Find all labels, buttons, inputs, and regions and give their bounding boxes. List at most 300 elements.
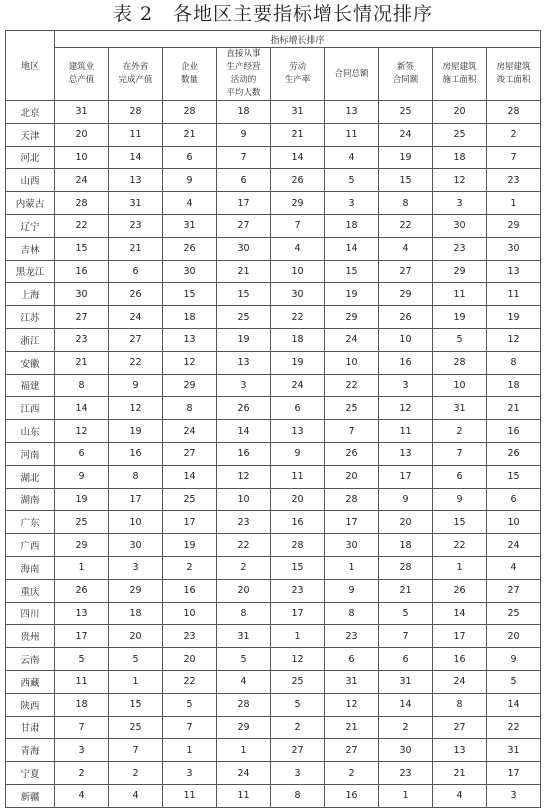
rank-cell: 10 xyxy=(271,260,325,283)
table-row xyxy=(6,648,541,671)
table-row xyxy=(6,442,541,465)
column-header-line: 在外省 xyxy=(122,62,149,72)
rank-cell: 13 xyxy=(271,420,325,443)
rank-cell: 21 xyxy=(433,762,487,785)
rank-cell: 12 xyxy=(55,420,109,443)
rank-cell: 21 xyxy=(487,397,541,420)
column-header-line: 施工面积 xyxy=(442,75,477,85)
table-row xyxy=(6,420,541,443)
rank-cell: 12 xyxy=(487,328,541,351)
rank-cell: 22 xyxy=(217,534,271,557)
rank-cell: 28 xyxy=(433,351,487,374)
rank-cell: 23 xyxy=(217,511,271,534)
table-row xyxy=(6,511,541,534)
rank-cell: 27 xyxy=(325,739,379,762)
rank-cell: 15 xyxy=(109,693,163,716)
column-header xyxy=(55,48,109,101)
rank-cell: 25 xyxy=(109,716,163,739)
rank-cell: 26 xyxy=(379,306,433,329)
rank-cell: 25 xyxy=(55,511,109,534)
rank-cell: 8 xyxy=(325,602,379,625)
rank-cell: 29 xyxy=(163,374,217,397)
rank-cell: 7 xyxy=(109,739,163,762)
rank-cell: 7 xyxy=(55,716,109,739)
rank-cell: 24 xyxy=(271,374,325,397)
rank-cell: 13 xyxy=(487,260,541,283)
column-header-line: 活动的 xyxy=(230,75,257,85)
rank-cell: 16 xyxy=(379,351,433,374)
rank-cell: 12 xyxy=(217,465,271,488)
column-header-line: 竣工面积 xyxy=(496,75,531,85)
table-row xyxy=(6,670,541,693)
rank-cell: 2 xyxy=(379,716,433,739)
rank-cell: 9 xyxy=(325,579,379,602)
rank-cell: 24 xyxy=(55,169,109,192)
rank-cell: 17 xyxy=(55,625,109,648)
rank-cell: 12 xyxy=(433,169,487,192)
rank-cell: 18 xyxy=(163,306,217,329)
rank-cell: 31 xyxy=(433,397,487,420)
region-cell: 上海 xyxy=(6,283,55,306)
rank-cell: 27 xyxy=(433,716,487,739)
rank-cell: 8 xyxy=(487,351,541,374)
region-cell: 湖北 xyxy=(6,465,55,488)
rank-cell: 23 xyxy=(163,625,217,648)
rank-cell: 19 xyxy=(217,328,271,351)
column-header-line: 房屋建筑 xyxy=(442,62,477,72)
rank-cell: 13 xyxy=(325,101,379,124)
rank-cell: 4 xyxy=(433,784,487,807)
rank-cell: 31 xyxy=(379,670,433,693)
rank-cell: 21 xyxy=(109,237,163,260)
rank-cell: 27 xyxy=(217,214,271,237)
column-header-line: 合同额 xyxy=(392,75,419,85)
rank-cell: 3 xyxy=(433,192,487,215)
region-cell: 四川 xyxy=(6,602,55,625)
rank-cell: 3 xyxy=(217,374,271,397)
rank-cell: 5 xyxy=(487,670,541,693)
rank-cell: 25 xyxy=(379,101,433,124)
rank-cell: 20 xyxy=(55,123,109,146)
rank-cell: 23 xyxy=(109,214,163,237)
column-header xyxy=(433,48,487,101)
rank-cell: 22 xyxy=(271,306,325,329)
column-header-line: 完成产值 xyxy=(118,75,153,85)
column-header-line: 数量 xyxy=(180,75,198,85)
rank-cell: 1 xyxy=(217,739,271,762)
rank-cell: 15 xyxy=(217,283,271,306)
column-header-line: 企业 xyxy=(180,62,198,72)
rank-cell: 20 xyxy=(271,488,325,511)
table-row xyxy=(6,739,541,762)
rank-cell: 9 xyxy=(433,488,487,511)
region-cell: 江西 xyxy=(6,397,55,420)
rank-cell: 9 xyxy=(55,465,109,488)
rank-cell: 4 xyxy=(163,192,217,215)
column-header xyxy=(379,48,433,101)
rank-cell: 26 xyxy=(271,169,325,192)
rank-cell: 15 xyxy=(271,556,325,579)
column-header-line: 直接从事 xyxy=(226,49,261,59)
rank-cell: 14 xyxy=(163,465,217,488)
rank-cell: 28 xyxy=(487,101,541,124)
rank-cell: 21 xyxy=(217,260,271,283)
rank-cell: 5 xyxy=(109,648,163,671)
rank-cell: 13 xyxy=(55,602,109,625)
rank-cell: 30 xyxy=(217,237,271,260)
rank-cell: 22 xyxy=(433,534,487,557)
rank-cell: 3 xyxy=(487,784,541,807)
rank-cell: 8 xyxy=(217,602,271,625)
rank-cell: 25 xyxy=(217,306,271,329)
rank-cell: 2 xyxy=(109,762,163,785)
rank-cell: 4 xyxy=(55,784,109,807)
table-row xyxy=(6,693,541,716)
rank-cell: 6 xyxy=(271,397,325,420)
rank-cell: 7 xyxy=(379,625,433,648)
rank-cell: 24 xyxy=(433,670,487,693)
column-header-line: 合同总额 xyxy=(334,68,369,79)
rank-cell: 18 xyxy=(109,602,163,625)
rank-cell: 6 xyxy=(433,465,487,488)
region-cell: 甘肃 xyxy=(6,716,55,739)
rank-cell: 29 xyxy=(271,192,325,215)
column-header-line: 建筑业 xyxy=(68,62,95,72)
rank-cell: 9 xyxy=(163,169,217,192)
region-cell: 山西 xyxy=(6,169,55,192)
table-row xyxy=(6,328,541,351)
rank-cell: 1 xyxy=(109,670,163,693)
rank-cell: 30 xyxy=(55,283,109,306)
rank-cell: 8 xyxy=(433,693,487,716)
region-cell: 湖南 xyxy=(6,488,55,511)
rank-cell: 24 xyxy=(217,762,271,785)
rank-cell: 20 xyxy=(433,101,487,124)
column-header-line: 劳动 xyxy=(288,62,306,72)
region-cell: 河南 xyxy=(6,442,55,465)
region-cell: 江苏 xyxy=(6,306,55,329)
region-cell: 河北 xyxy=(6,146,55,169)
rank-cell: 29 xyxy=(433,260,487,283)
table-row xyxy=(6,488,541,511)
rank-cell: 15 xyxy=(325,260,379,283)
rank-cell: 19 xyxy=(325,283,379,306)
rank-cell: 20 xyxy=(325,465,379,488)
rank-cell: 8 xyxy=(109,465,163,488)
rank-cell: 5 xyxy=(163,693,217,716)
rank-cell: 25 xyxy=(433,123,487,146)
rank-cell: 4 xyxy=(325,146,379,169)
rank-cell: 1 xyxy=(325,556,379,579)
rank-cell: 14 xyxy=(217,420,271,443)
rank-cell: 6 xyxy=(55,442,109,465)
rank-cell: 8 xyxy=(271,784,325,807)
region-cell: 贵州 xyxy=(6,625,55,648)
rank-cell: 20 xyxy=(217,579,271,602)
rank-cell: 25 xyxy=(487,602,541,625)
region-cell: 山东 xyxy=(6,420,55,443)
rank-cell: 11 xyxy=(271,465,325,488)
rank-cell: 16 xyxy=(163,579,217,602)
rank-cell: 30 xyxy=(109,534,163,557)
rank-cell: 20 xyxy=(109,625,163,648)
rank-cell: 2 xyxy=(163,556,217,579)
rank-cell: 18 xyxy=(487,374,541,397)
region-cell: 重庆 xyxy=(6,579,55,602)
header-row-columns xyxy=(6,48,541,101)
table-row xyxy=(6,101,541,124)
rank-cell: 21 xyxy=(55,351,109,374)
table-row xyxy=(6,465,541,488)
region-cell: 吉林 xyxy=(6,237,55,260)
rank-cell: 17 xyxy=(487,762,541,785)
rank-cell: 26 xyxy=(217,397,271,420)
rank-cell: 7 xyxy=(433,442,487,465)
rank-cell: 1 xyxy=(55,556,109,579)
table-row xyxy=(6,306,541,329)
rank-cell: 7 xyxy=(163,716,217,739)
rank-cell: 18 xyxy=(271,328,325,351)
rank-cell: 27 xyxy=(379,260,433,283)
rank-cell: 11 xyxy=(325,123,379,146)
rank-cell: 8 xyxy=(379,192,433,215)
rank-cell: 27 xyxy=(163,442,217,465)
rank-cell: 17 xyxy=(217,192,271,215)
table-row xyxy=(6,260,541,283)
rank-cell: 12 xyxy=(109,397,163,420)
rank-cell: 31 xyxy=(109,192,163,215)
rank-cell: 3 xyxy=(271,762,325,785)
rank-cell: 31 xyxy=(487,739,541,762)
rank-cell: 9 xyxy=(487,648,541,671)
rank-cell: 25 xyxy=(325,397,379,420)
rank-cell: 17 xyxy=(109,488,163,511)
region-cell: 福建 xyxy=(6,374,55,397)
region-cell: 广东 xyxy=(6,511,55,534)
rank-cell: 4 xyxy=(109,784,163,807)
rank-cell: 5 xyxy=(379,602,433,625)
rank-cell: 2 xyxy=(325,762,379,785)
table-row xyxy=(6,123,541,146)
rank-cell: 2 xyxy=(271,716,325,739)
column-header xyxy=(325,48,379,101)
region-cell: 广西 xyxy=(6,534,55,557)
rank-cell: 7 xyxy=(217,146,271,169)
column-header-line: 总产值 xyxy=(68,75,95,85)
rank-cell: 1 xyxy=(163,739,217,762)
rank-cell: 15 xyxy=(433,511,487,534)
region-cell: 青海 xyxy=(6,739,55,762)
rank-cell: 28 xyxy=(271,534,325,557)
column-header xyxy=(271,48,325,101)
rank-cell: 10 xyxy=(487,511,541,534)
rank-cell: 26 xyxy=(433,579,487,602)
rank-cell: 21 xyxy=(163,123,217,146)
rank-cell: 19 xyxy=(433,306,487,329)
rank-cell: 9 xyxy=(379,488,433,511)
rank-cell: 14 xyxy=(325,237,379,260)
rank-cell: 15 xyxy=(55,237,109,260)
rank-cell: 17 xyxy=(433,625,487,648)
rank-cell: 28 xyxy=(379,556,433,579)
rank-cell: 12 xyxy=(325,693,379,716)
table-row xyxy=(6,762,541,785)
column-header xyxy=(487,48,541,101)
rank-cell: 5 xyxy=(325,169,379,192)
rank-cell: 29 xyxy=(325,306,379,329)
rank-cell: 30 xyxy=(433,214,487,237)
rank-cell: 11 xyxy=(109,123,163,146)
rank-cell: 31 xyxy=(325,670,379,693)
rank-cell: 24 xyxy=(487,534,541,557)
rank-cell: 25 xyxy=(271,670,325,693)
rank-cell: 13 xyxy=(109,169,163,192)
rank-cell: 3 xyxy=(163,762,217,785)
table-row xyxy=(6,397,541,420)
rank-cell: 14 xyxy=(55,397,109,420)
rank-cell: 9 xyxy=(109,374,163,397)
rank-cell: 2 xyxy=(55,762,109,785)
rank-cell: 21 xyxy=(271,123,325,146)
rank-cell: 31 xyxy=(163,214,217,237)
table-row xyxy=(6,237,541,260)
column-header xyxy=(109,48,163,101)
rank-cell: 16 xyxy=(271,511,325,534)
rank-cell: 23 xyxy=(55,328,109,351)
rank-cell: 18 xyxy=(433,146,487,169)
rank-cell: 28 xyxy=(55,192,109,215)
rank-cell: 11 xyxy=(379,420,433,443)
rank-cell: 30 xyxy=(379,739,433,762)
indicator-group-header: 指标增长排序 xyxy=(55,31,541,48)
rank-cell: 2 xyxy=(487,123,541,146)
rank-cell: 22 xyxy=(325,374,379,397)
rank-cell: 11 xyxy=(217,784,271,807)
rank-cell: 21 xyxy=(325,716,379,739)
rank-cell: 28 xyxy=(109,101,163,124)
rank-cell: 24 xyxy=(109,306,163,329)
table-row xyxy=(6,602,541,625)
region-cell: 陕西 xyxy=(6,693,55,716)
region-cell: 云南 xyxy=(6,648,55,671)
rank-cell: 12 xyxy=(379,397,433,420)
rank-cell: 9 xyxy=(217,123,271,146)
rank-cell: 16 xyxy=(433,648,487,671)
rank-cell: 27 xyxy=(109,328,163,351)
rank-cell: 16 xyxy=(109,442,163,465)
column-header xyxy=(163,48,217,101)
rank-cell: 20 xyxy=(487,625,541,648)
table-row xyxy=(6,146,541,169)
rank-cell: 19 xyxy=(271,351,325,374)
rank-cell: 14 xyxy=(379,693,433,716)
region-cell: 新疆 xyxy=(6,784,55,807)
rank-cell: 22 xyxy=(55,214,109,237)
rank-cell: 10 xyxy=(109,511,163,534)
rank-cell: 6 xyxy=(109,260,163,283)
header-row-group xyxy=(6,31,541,48)
column-header-line: 房屋建筑 xyxy=(496,62,531,72)
rank-cell: 22 xyxy=(487,716,541,739)
rank-cell: 24 xyxy=(379,123,433,146)
rank-cell: 10 xyxy=(163,602,217,625)
column-header-line: 生产率 xyxy=(284,75,311,85)
rank-cell: 30 xyxy=(325,534,379,557)
region-cell: 北京 xyxy=(6,101,55,124)
rank-cell: 29 xyxy=(109,579,163,602)
rank-cell: 10 xyxy=(217,488,271,511)
rank-cell: 26 xyxy=(325,442,379,465)
rank-cell: 28 xyxy=(217,693,271,716)
region-cell: 浙江 xyxy=(6,328,55,351)
rank-cell: 12 xyxy=(271,648,325,671)
rank-cell: 1 xyxy=(271,625,325,648)
rank-cell: 27 xyxy=(271,739,325,762)
rank-cell: 1 xyxy=(487,192,541,215)
rank-cell: 19 xyxy=(487,306,541,329)
rank-cell: 16 xyxy=(325,784,379,807)
rank-cell: 10 xyxy=(379,328,433,351)
table-row xyxy=(6,374,541,397)
rank-cell: 3 xyxy=(325,192,379,215)
rank-cell: 5 xyxy=(271,693,325,716)
rank-cell: 26 xyxy=(487,442,541,465)
rank-cell: 19 xyxy=(163,534,217,557)
rank-cell: 2 xyxy=(433,420,487,443)
rank-cell: 13 xyxy=(163,328,217,351)
rank-cell: 30 xyxy=(271,283,325,306)
rank-cell: 30 xyxy=(487,237,541,260)
rank-cell: 17 xyxy=(271,602,325,625)
rank-cell: 3 xyxy=(55,739,109,762)
rank-cell: 16 xyxy=(217,442,271,465)
rank-cell: 29 xyxy=(487,214,541,237)
region-cell: 宁夏 xyxy=(6,762,55,785)
column-header-line: 平均人数 xyxy=(226,88,261,98)
region-cell: 辽宁 xyxy=(6,214,55,237)
rank-cell: 18 xyxy=(325,214,379,237)
table-row xyxy=(6,534,541,557)
rank-cell: 24 xyxy=(325,328,379,351)
rank-cell: 17 xyxy=(325,511,379,534)
rank-cell: 23 xyxy=(379,762,433,785)
table-row xyxy=(6,192,541,215)
column-header xyxy=(217,48,271,101)
rank-cell: 22 xyxy=(379,214,433,237)
region-column-header: 地区 xyxy=(6,31,55,101)
rank-cell: 4 xyxy=(487,556,541,579)
rank-cell: 4 xyxy=(271,237,325,260)
region-cell: 内蒙古 xyxy=(6,192,55,215)
rank-cell: 13 xyxy=(433,739,487,762)
rank-cell: 28 xyxy=(325,488,379,511)
rank-cell: 10 xyxy=(55,146,109,169)
rank-cell: 6 xyxy=(379,648,433,671)
region-cell: 安徽 xyxy=(6,351,55,374)
rank-cell: 11 xyxy=(433,283,487,306)
rank-cell: 3 xyxy=(109,556,163,579)
table-row xyxy=(6,351,541,374)
rank-cell: 26 xyxy=(109,283,163,306)
region-cell: 西藏 xyxy=(6,670,55,693)
rank-cell: 10 xyxy=(325,351,379,374)
rank-cell: 12 xyxy=(163,351,217,374)
rank-cell: 15 xyxy=(487,465,541,488)
rank-cell: 7 xyxy=(325,420,379,443)
rank-cell: 5 xyxy=(217,648,271,671)
ranking-table xyxy=(5,30,541,808)
rank-cell: 21 xyxy=(379,579,433,602)
